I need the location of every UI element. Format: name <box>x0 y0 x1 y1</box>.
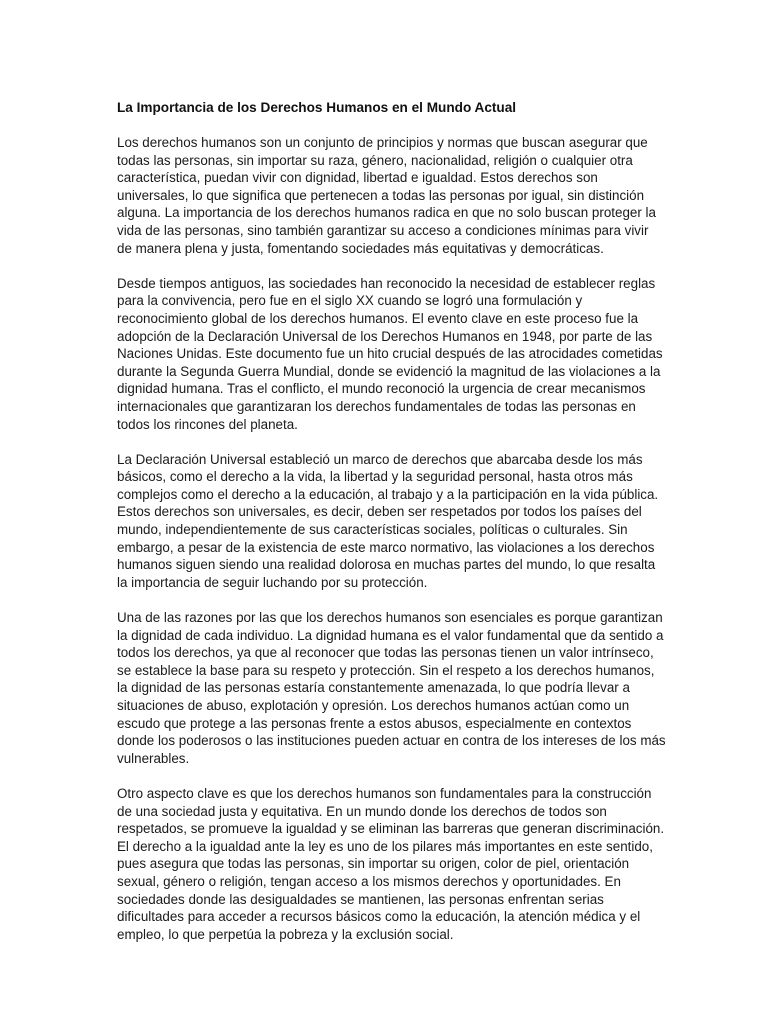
text-line: Los derechos humanos son un conjunto de principios y normas que buscan asegurar que <box>117 135 648 150</box>
text-line: mundo, independientemente de sus características sociales, políticas o culturales. Sin <box>117 522 628 538</box>
text-line: humanos siguen siendo una realidad dolorosa en muchas partes del mundo, lo que resalta <box>117 557 656 573</box>
paragraph-2 <box>117 275 668 433</box>
text-line: complejos como el derecho a la educación, al trabajo y a la participación en la vida pública. <box>117 486 659 502</box>
text-line: Desde tiempos antiguos, las sociedades han reconocido la necesidad de establecer reglas <box>117 275 656 291</box>
text-line: reconocimiento global de los derechos humanos. El evento clave en este proceso fue la <box>117 310 639 326</box>
text-line: vida de las personas, sino también garantizar su acceso a condiciones mínimas para vivir <box>117 222 649 238</box>
text-line: internacionales que garantizaran los derechos fundamentales de todas las personas en <box>117 398 636 414</box>
text-line: donde los poderosos o las instituciones pueden actuar en contra de los intereses de los más <box>117 733 666 749</box>
text-line: escudo que protege a las personas frente a estos abusos, especialmente en contextos <box>117 715 632 731</box>
text-line: la importancia de seguir luchando por su protección. <box>117 574 428 590</box>
text-line: respetados, se promueve la igualdad y se eliminan las barreras que generan discriminación. <box>117 821 665 837</box>
text-line: embargo, a pesar de la existencia de este marco normativo, las violaciones a los derechos <box>117 539 655 555</box>
text-line: durante la Segunda Guerra Mundial, donde se evidenció la magnitud de las violaciones a la <box>117 363 661 379</box>
text-line: Otro aspecto clave es que los derechos humanos son fundamentales para la construcción <box>117 785 652 801</box>
text-line: todos los derechos, ya que al reconocer que todas las personas tienen un valor intrínseco, <box>117 645 654 661</box>
text-line: adopción de la Declaración Universal de los Derechos Humanos en 1948, por parte de las <box>117 328 653 344</box>
text-line: empleo, lo que perpetúa la pobreza y la exclusión social. <box>117 926 454 942</box>
document-title: La Importancia de los Derechos Humanos en el Mundo Actual <box>117 100 517 115</box>
text-line: todas las personas, sin importar su raza, género, nacionalidad, religión o cualquier otra <box>117 152 633 168</box>
text-line: de manera plena y justa, fomentando sociedades más equitativas y democráticas. <box>117 240 604 256</box>
text-line: dificultades para acceder a recursos básicos como la educación, la atención médica y el <box>117 909 641 925</box>
text-line: se establece la base para su respeto y protección. Sin el respeto a los derechos humanos, <box>117 662 655 678</box>
text-line: de una sociedad justa y equitativa. En un mundo donde los derechos de todos son <box>117 803 607 819</box>
text-line: pues asegura que todas las personas, sin importar su origen, color de piel, orientación <box>117 856 630 872</box>
text-line: dignidad humana. Tras el conflicto, el mundo reconoció la urgencia de crear mecanismos <box>117 381 646 397</box>
text-line: básicos, como el derecho a la vida, la libertad y la seguridad personal, hasta otros más <box>117 469 633 485</box>
paragraph-4 <box>117 609 668 767</box>
text-line: universales, lo que significa que pertenecen a todas las personas por igual, sin distinción <box>117 187 645 203</box>
text-line: Estos derechos son universales, es decir, deben ser respetados por todos los países del <box>117 504 642 520</box>
text-line: la dignidad de las personas estaría constantemente amenazada, lo que podría llevar a <box>117 680 630 696</box>
text-line: sexual, género o religión, tengan acceso a los mismos derechos y oportunidades. En <box>117 873 621 889</box>
text-line: Una de las razones por las que los derechos humanos son esenciales es porque garantizan <box>117 610 663 626</box>
text-line: sociedades donde las desigualdades se mantienen, las personas enfrentan serias <box>117 891 604 907</box>
paragraph-3 <box>117 451 668 592</box>
text-line: El derecho a la igualdad ante la ley es uno de los pilares más importantes en este sentido, <box>117 838 653 854</box>
text-line: la dignidad de cada individuo. La dignidad humana es el valor fundamental que da sentido a <box>117 627 664 643</box>
paragraph-1 <box>117 134 668 257</box>
text-line: vulnerables. <box>117 750 190 766</box>
text-line: La Declaración Universal estableció un marco de derechos que abarcaba desde los más <box>117 451 643 467</box>
text-line: todos los rincones del planeta. <box>117 416 298 432</box>
text-line: situaciones de abuso, explotación y opresión. Los derechos humanos actúan como un <box>117 698 630 713</box>
text-line: para la convivencia, pero fue en el siglo XX cuando se logró una formulación y <box>117 293 583 309</box>
paragraph-5 <box>117 785 668 943</box>
text-line: característica, puedan vivir con dignidad, libertad e igualdad. Estos derechos son <box>117 170 598 186</box>
text-line: Naciones Unidas. Este documento fue un hito crucial después de las atrocidades cometidas <box>117 346 663 362</box>
text-line: alguna. La importancia de los derechos humanos radica en que no solo buscan proteger la <box>117 205 656 221</box>
